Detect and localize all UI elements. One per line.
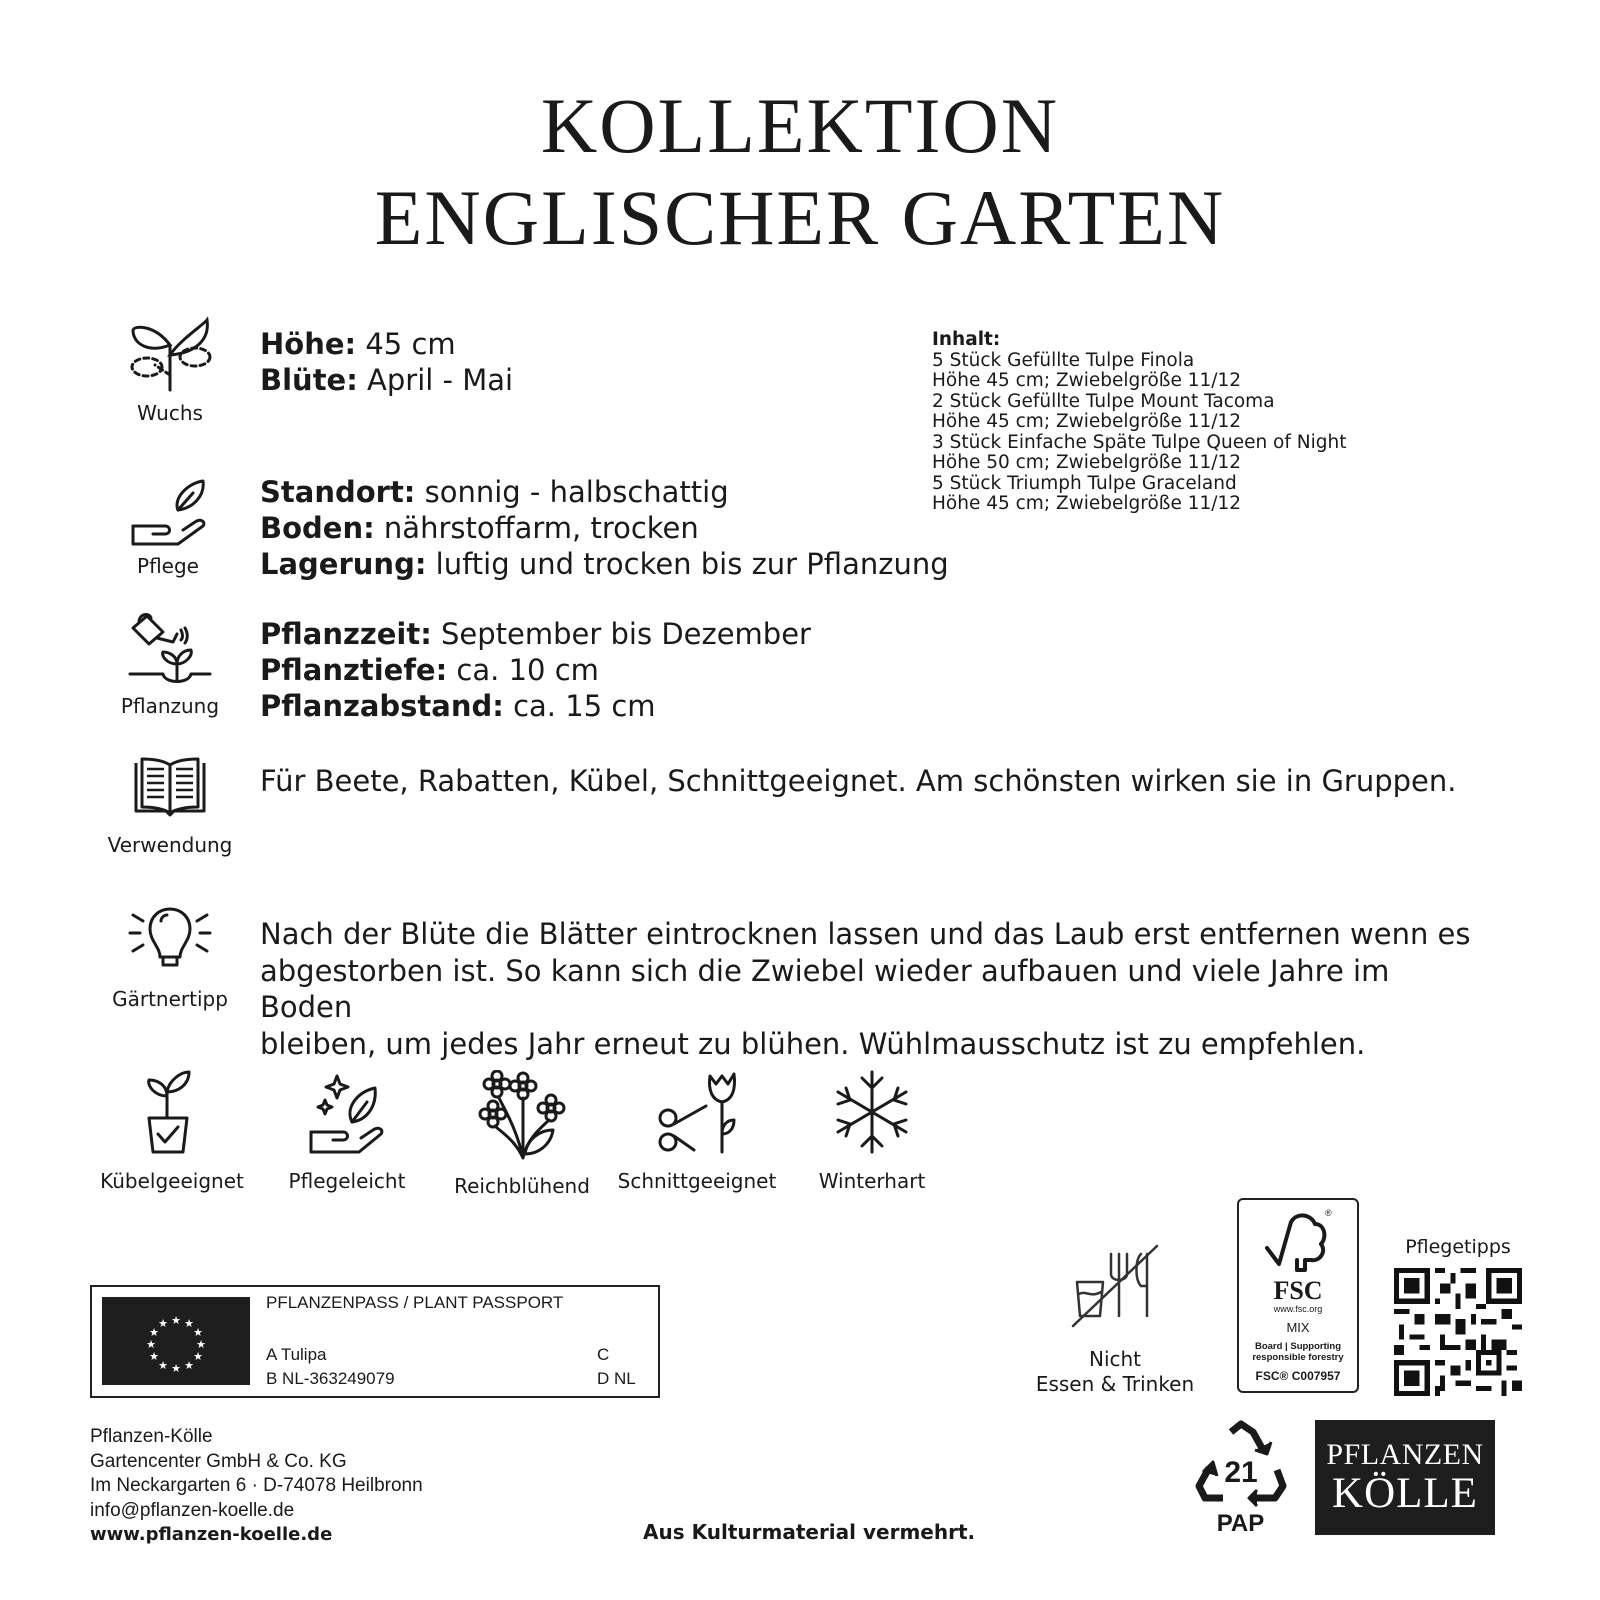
svg-text:★: ★: [149, 1326, 159, 1339]
info-row: Blüte: April - Mai: [260, 363, 514, 397]
passport-ab: A Tulipa B NL-363249079: [266, 1345, 395, 1388]
passport-title: PFLANZENPASS / PLANT PASSPORT: [266, 1293, 564, 1312]
snowflake-icon: [832, 1070, 912, 1155]
hand-sparkle-leaf-icon: [307, 1070, 387, 1155]
contents-line: Höhe 45 cm; Zwiebelgröße 11/12: [932, 493, 1242, 514]
section-wuchs-info: [260, 326, 513, 398]
info-row: Pflanzabstand: ca. 15 cm: [260, 689, 656, 723]
svg-text:21: 21: [1223, 1456, 1258, 1489]
section-label: Verwendung: [107, 833, 233, 857]
section-pflege-icon-block: [93, 478, 243, 578]
company-address: Pflanzen-Kölle Gartencenter GmbH & Co. KG Im Neckargarten 6 · D-74078 Heilbronn info@pflanzen-koelle.de www.pflanzen-koelle.de: [90, 1425, 423, 1548]
section-label: Gärtnertipp: [112, 987, 228, 1011]
brand-line-2: KÖLLE: [1332, 1470, 1478, 1517]
plant-passport: [90, 1285, 660, 1398]
fsc-mix: MIX: [1286, 1320, 1310, 1335]
watering-can-icon: [125, 608, 215, 688]
recycling-triangle-icon: [1191, 1420, 1291, 1510]
svg-text:★: ★: [184, 1359, 194, 1372]
page-title: [0, 80, 1600, 264]
email-link[interactable]: info@pflanzen-koelle.de: [90, 1499, 295, 1521]
title-line-2: ENGLISCHER GARTEN: [374, 174, 1226, 261]
svg-text:★: ★: [158, 1359, 168, 1372]
section-verwendung-text: Für Beete, Rabatten, Kübel, Schnittgeeignet. Am schönsten wirken sie in Gruppen.: [260, 764, 1457, 798]
feature-reichbluehend: Reichblühend: [437, 1070, 607, 1198]
cultivation-note: Aus Kulturmaterial vermehrt.: [643, 1520, 976, 1544]
section-pflanzung-icon-block: [95, 608, 245, 718]
feature-pflegeleicht: Pflegeleicht: [262, 1070, 432, 1193]
info-row: Boden: nährstoffarm, trocken: [260, 511, 699, 545]
info-row: Pflanztiefe: ca. 10 cm: [260, 653, 599, 687]
feature-schnittgeeignet: Schnittgeeignet: [612, 1070, 782, 1193]
section-pflanzung-info: [260, 616, 811, 724]
info-row: Lagerung: luftig und trocken bis zur Pflanzung: [260, 547, 949, 581]
fsc-board: Board | Supporting responsible forestry: [1252, 1341, 1344, 1363]
feature-winterhart: Winterhart: [787, 1070, 957, 1193]
svg-text:★: ★: [149, 1350, 159, 1363]
contents-line: 5 Stück Triumph Tulpe Graceland: [932, 472, 1237, 494]
qr-code-icon[interactable]: [1394, 1268, 1522, 1396]
scissors-tulip-icon: [652, 1070, 742, 1155]
section-gaertnertipp-text: Nach der Blüte die Blätter eintrocknen lassen und das Laub erst entfernen wenn es abgestorben ist. So kann sich die Zwiebel wieder aufbauen und viele Jahre im Boden bleiben, um jedes Jahr erneut zu blühen. Wühlmausschutz ist zu empfehlen.: [260, 917, 1471, 1061]
website-link[interactable]: www.pflanzen-koelle.de: [90, 1524, 333, 1545]
contents-heading: Inhalt:: [932, 329, 1001, 350]
contents-line: Höhe 50 cm; Zwiebelgröße 11/12: [932, 452, 1242, 473]
brand-logo: [1315, 1420, 1495, 1535]
recycling-material: PAP: [1216, 1510, 1265, 1537]
svg-text:★: ★: [193, 1350, 203, 1363]
lightbulb-icon: [125, 905, 215, 975]
contents-line: Höhe 45 cm; Zwiebelgröße 11/12: [932, 370, 1242, 391]
svg-text:®: ®: [1325, 1208, 1332, 1218]
fsc-url: www.fsc.org: [1273, 1304, 1323, 1314]
section-gaertnertipp-icon-block: [95, 905, 245, 1011]
fsc-tree-check-icon: [1263, 1208, 1333, 1276]
info-row: Höhe: 45 cm: [260, 327, 456, 361]
title-line-1: KOLLEKTION: [540, 82, 1060, 169]
passport-cd: C D NL: [597, 1345, 636, 1388]
no-eat-drink-icon: [1065, 1240, 1165, 1335]
hand-leaf-icon: [123, 478, 213, 548]
feature-kuebelgeeignet: Kübelgeeignet: [87, 1070, 257, 1193]
svg-text:★: ★: [146, 1338, 156, 1351]
svg-text:★: ★: [196, 1338, 206, 1351]
section-label: Pflanzung: [120, 694, 220, 718]
svg-text:★: ★: [171, 1362, 181, 1375]
brand-line-1: PFLANZEN: [1326, 1438, 1484, 1471]
contents-line: 2 Stück Gefüllte Tulpe Mount Tacoma: [932, 390, 1275, 412]
svg-text:★: ★: [171, 1314, 181, 1327]
info-row: Pflanzzeit: September bis Dezember: [260, 617, 811, 651]
contents-line: 3 Stück Einfache Späte Tulpe Queen of Night: [932, 431, 1347, 453]
contents-line: 5 Stück Gefüllte Tulpe Finola: [932, 349, 1195, 371]
section-label: Wuchs: [137, 401, 203, 425]
not-edible-notice: Nicht Essen & Trinken: [1030, 1240, 1200, 1397]
eu-flag-icon: [102, 1297, 250, 1385]
section-label: Pflege: [137, 554, 199, 578]
section-pflege-info: [260, 474, 949, 582]
recycling-code: [1183, 1420, 1298, 1538]
fsc-label: [1237, 1198, 1359, 1393]
svg-text:★: ★: [193, 1326, 203, 1339]
potted-plant-check-icon: [137, 1070, 207, 1155]
section-wuchs-icon-block: [95, 315, 245, 425]
fsc-word: FSC: [1273, 1276, 1323, 1305]
info-row: Standort: sonnig - halbschattig: [260, 475, 729, 509]
contents-line: Höhe 45 cm; Zwiebelgröße 11/12: [932, 411, 1242, 432]
qr-label: Pflegetipps: [1405, 1236, 1511, 1258]
book-icon: [130, 755, 210, 819]
fsc-code: FSC® C007957: [1255, 1369, 1341, 1383]
flower-bouquet-icon: [477, 1070, 567, 1160]
care-tips-qr: [1393, 1236, 1523, 1400]
section-verwendung-icon-block: [95, 755, 245, 857]
svg-text:★: ★: [158, 1317, 168, 1330]
svg-text:★: ★: [184, 1317, 194, 1330]
plant-growth-icon: [125, 315, 215, 395]
contents-list: [932, 330, 1346, 515]
